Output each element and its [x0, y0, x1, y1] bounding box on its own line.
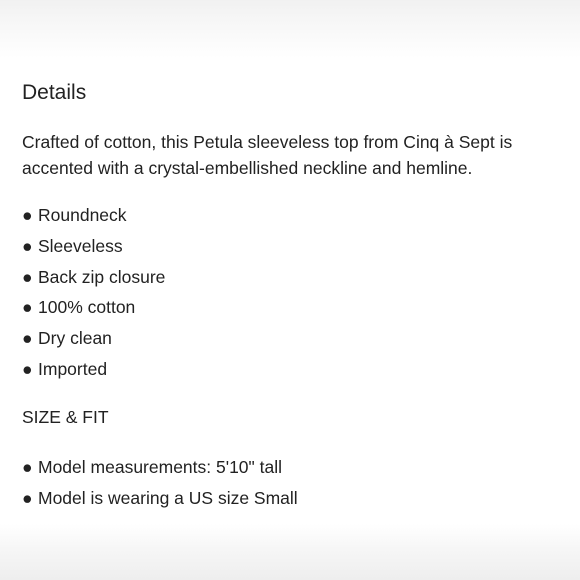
list-item-label: Back zip closure [38, 266, 166, 287]
list-item-label: Model measurements: 5'10" tall [38, 457, 282, 477]
list-item [22, 296, 165, 327]
list-item-label: Dry clean [38, 328, 112, 349]
list-item-label: Roundneck [38, 205, 127, 225]
bullet-icon: ● [22, 266, 33, 287]
bullet-icon: ● [22, 328, 33, 349]
list-item-label: Sleeveless [38, 235, 123, 256]
list-item [22, 266, 165, 297]
top-shadow-band [0, 0, 580, 58]
bottom-shadow-band [0, 524, 580, 580]
list-item-label: Imported [38, 358, 108, 379]
list-item-label: Model is wearing a US size Small [38, 487, 298, 508]
details-list [22, 204, 165, 389]
bullet-icon: ● [22, 487, 33, 508]
list-item [22, 487, 298, 518]
bullet-icon: ● [22, 297, 33, 318]
list-item [22, 204, 165, 235]
list-item [22, 456, 298, 487]
list-item [22, 358, 165, 389]
bullet-icon: ● [22, 235, 33, 256]
list-item-label: 100% cotton [38, 297, 136, 318]
list-item [22, 327, 165, 358]
size-fit-list [22, 456, 298, 518]
bullet-icon: ● [22, 358, 33, 379]
details-heading: Details [22, 81, 87, 104]
list-item [22, 235, 165, 266]
size-fit-heading: SIZE & FIT [22, 407, 109, 427]
bullet-icon: ● [22, 205, 33, 225]
bullet-icon: ● [22, 457, 33, 477]
product-description: Crafted of cotton, this Petula sleeveless top from Cinq à Sept is accented with a crystal-embellished neckline and hemline. [22, 132, 513, 178]
